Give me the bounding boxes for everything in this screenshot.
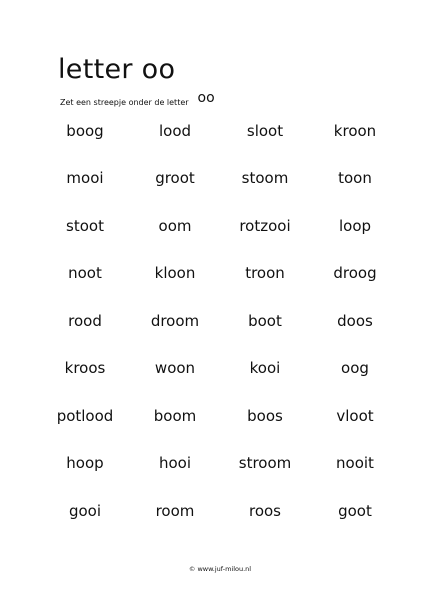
word-item: room — [155, 501, 195, 520]
word-item: kroon — [333, 121, 377, 140]
word-item: gooi — [68, 501, 102, 520]
word-item: boom — [153, 406, 197, 425]
word-item: doos — [337, 311, 373, 330]
word-item: noot — [68, 264, 102, 283]
word-item: droog — [333, 264, 377, 283]
word-item: stoot — [66, 216, 104, 235]
word-item: potlood — [56, 406, 114, 425]
word-item: hoop — [66, 454, 104, 473]
word-item: oog — [341, 359, 369, 378]
word-item: boos — [247, 406, 283, 425]
word-item: loop — [338, 216, 372, 235]
word-item: groot — [155, 169, 195, 188]
word-item: oom — [158, 216, 192, 235]
word-item: stoom — [241, 169, 289, 188]
instruction-target-letters: oo — [197, 90, 215, 106]
word-item: lood — [158, 121, 192, 140]
word-item: hooi — [158, 454, 192, 473]
word-item: sloot — [246, 121, 284, 140]
word-item: boog — [66, 121, 104, 140]
word-item: kooi — [249, 359, 281, 378]
word-item: vloot — [336, 406, 374, 425]
word-item: woon — [154, 359, 196, 378]
word-item: kroos — [64, 359, 106, 378]
word-item: rotzooi — [239, 216, 291, 235]
word-item: toon — [338, 169, 372, 188]
word-item: mooi — [66, 169, 104, 188]
instruction-text: Zet een streepje onder de letter — [60, 98, 189, 107]
word-item: goot — [338, 501, 372, 520]
word-item: roos — [248, 501, 281, 520]
word-item: boot — [248, 311, 282, 330]
word-item: kloon — [154, 264, 196, 283]
worksheet-title: letter oo — [58, 54, 176, 85]
word-item: nooit — [336, 454, 374, 473]
footer-credit: © www.juf-milou.nl — [188, 565, 252, 573]
word-item: droom — [150, 311, 200, 330]
word-item: rood — [68, 311, 102, 330]
word-item: troon — [245, 264, 285, 283]
word-item: stroom — [238, 454, 292, 473]
word-grid — [40, 107, 400, 535]
